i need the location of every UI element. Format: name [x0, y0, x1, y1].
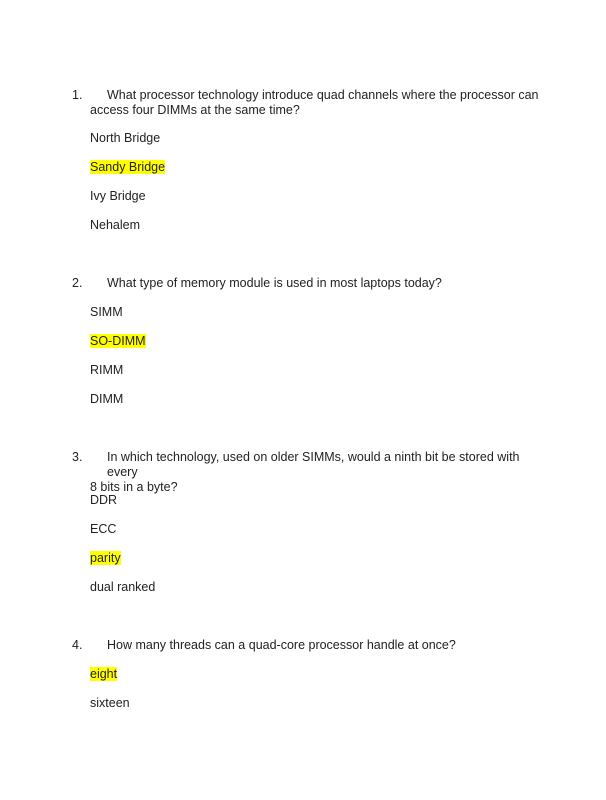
question-2-option-c: RIMM [90, 363, 124, 377]
question-4 [72, 638, 542, 653]
question-text-line2: access four DIMMs at the same time? [90, 103, 300, 117]
question-text-line1: What type of memory module is used in most laptops today? [107, 276, 442, 290]
question-text-line1: How many threads can a quad-core processor handle at once? [107, 638, 456, 652]
question-3-option-c-highlighted: parity [90, 551, 121, 565]
question-1-option-a: North Bridge [90, 131, 161, 145]
question-3-option-b: ECC [90, 522, 117, 536]
question-1 [72, 88, 542, 118]
question-2-option-a: SIMM [90, 305, 123, 319]
question-2 [72, 276, 542, 291]
question-4-option-a-highlighted: eight [90, 667, 118, 681]
question-1-option-b-highlighted: Sandy Bridge [90, 160, 166, 174]
question-number: 1. [72, 88, 83, 102]
question-2-option-b-highlighted: SO-DIMM [90, 334, 146, 348]
question-text-line1: What processor technology introduce quad channels where the processor can [107, 88, 539, 102]
question-3 [72, 450, 542, 495]
question-text-line2: 8 bits in a byte? [90, 480, 178, 494]
question-1-option-d: Nehalem [90, 218, 141, 232]
question-4-option-b: sixteen [90, 696, 130, 710]
question-number: 3. [72, 450, 83, 464]
question-1-option-c: Ivy Bridge [90, 189, 146, 203]
question-2-option-d: DIMM [90, 392, 124, 406]
question-3-option-d: dual ranked [90, 580, 156, 594]
question-number: 4. [72, 638, 83, 652]
question-3-option-a: DDR [90, 493, 118, 507]
question-text-line1: In which technology, used on older SIMMs, would a ninth bit be stored with every [107, 450, 520, 479]
question-number: 2. [72, 276, 83, 290]
